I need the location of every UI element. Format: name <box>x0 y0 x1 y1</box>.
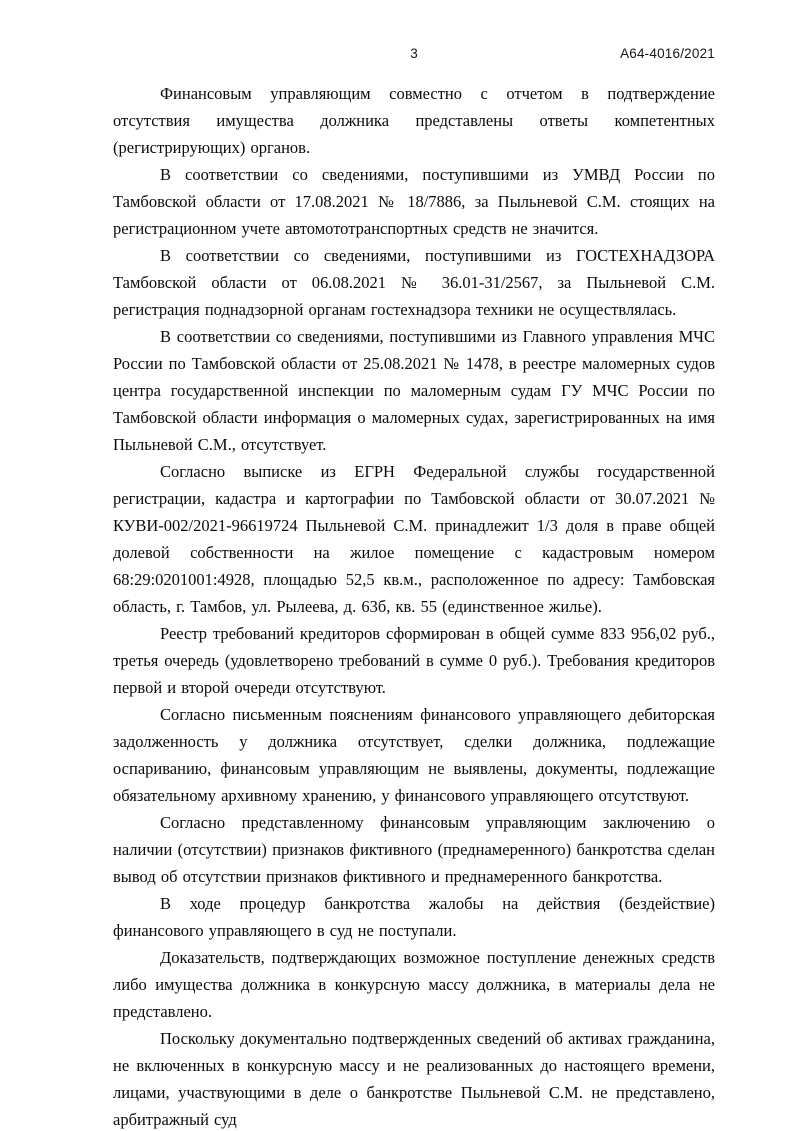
paragraph: Согласно письменным пояснениям финансового управляющего дебиторская задолженность у должника отсутствует, сделки должника, подлежащие оспариванию, финансовым управляющим не выявлены, документы, подлежащие обязательному архивному хранению, у финансового управляющего отсутствуют. <box>113 705 715 805</box>
paragraph: Доказательств, подтверждающих возможное поступление денежных средств либо имущества должника в конкурсную массу должника, в материалы дела не представлено. <box>113 948 715 1021</box>
page-number: 3 <box>410 46 418 61</box>
paragraph: Поскольку документально подтвержденных сведений об активах гражданина, не включенных в конкурсную массу и не реализованных до настоящего времени, лицами, участвующими в деле о банкротстве Пыльневой С.М. не представлено, арбитражный суд <box>113 1029 715 1129</box>
paragraph: Согласно выписке из ЕГРН Федеральной службы государственной регистрации, кадастра и картографии по Тамбовской области от 30.07.2021 № КУВИ-002/2021-96619724 Пыльневой С.М. принадлежит 1/3 доля в праве общей долевой собственности на жилое помещение с кадастровым номером 68:29:0201001:4928, площадью 52,5 кв.м., расположенное по адресу: Тамбовская область, г. Тамбов, ул. Рылеева, д. 63б, кв. 55 (единственное жилье). <box>113 462 715 616</box>
page-header <box>113 46 715 64</box>
paragraph: В соответствии со сведениями, поступившими из УМВД России по Тамбовской области от 17.08.2021 № 18/7886, за Пыльневой С.М. стоящих на регистрационном учете автомототранспортных средств не значится. <box>113 165 715 238</box>
paragraph: В ходе процедур банкротства жалобы на действия (бездействие) финансового управляющего в суд не поступали. <box>113 894 715 940</box>
document-body <box>113 80 715 1131</box>
paragraph: Финансовым управляющим совместно с отчетом в подтверждение отсутствия имущества должника представлены ответы компетентных (регистрирующих) органов. <box>113 84 715 157</box>
case-number: А64-4016/2021 <box>620 46 715 61</box>
paragraph: В соответствии со сведениями, поступившими из ГОСТЕХНАДЗОРА Тамбовской области от 06.08.2021 № 36.01-31/2567, за Пыльневой С.М. регистрация поднадзорной органам гостехнадзора техники не осуществлялась. <box>113 246 715 319</box>
paragraph: В соответствии со сведениями, поступившими из Главного управления МЧС России по Тамбовской области от 25.08.2021 № 1478, в реестре маломерных судов центра государственной инспекции по маломерным судам ГУ МЧС России по Тамбовской области информация о маломерных судах, зарегистрированных на имя Пыльневой С.М., отсутствует. <box>113 327 715 454</box>
paragraph: Реестр требований кредиторов сформирован в общей сумме 833 956,02 руб., третья очередь (удовлетворено требований в сумме 0 руб.). Требования кредиторов первой и второй очереди отсутствуют. <box>113 624 715 697</box>
paragraph: Согласно представленному финансовым управляющим заключению о наличии (отсутствии) признаков фиктивного (преднамеренного) банкротства сделан вывод об отсутствии признаков фиктивного и преднамеренного банкротства. <box>113 813 715 886</box>
